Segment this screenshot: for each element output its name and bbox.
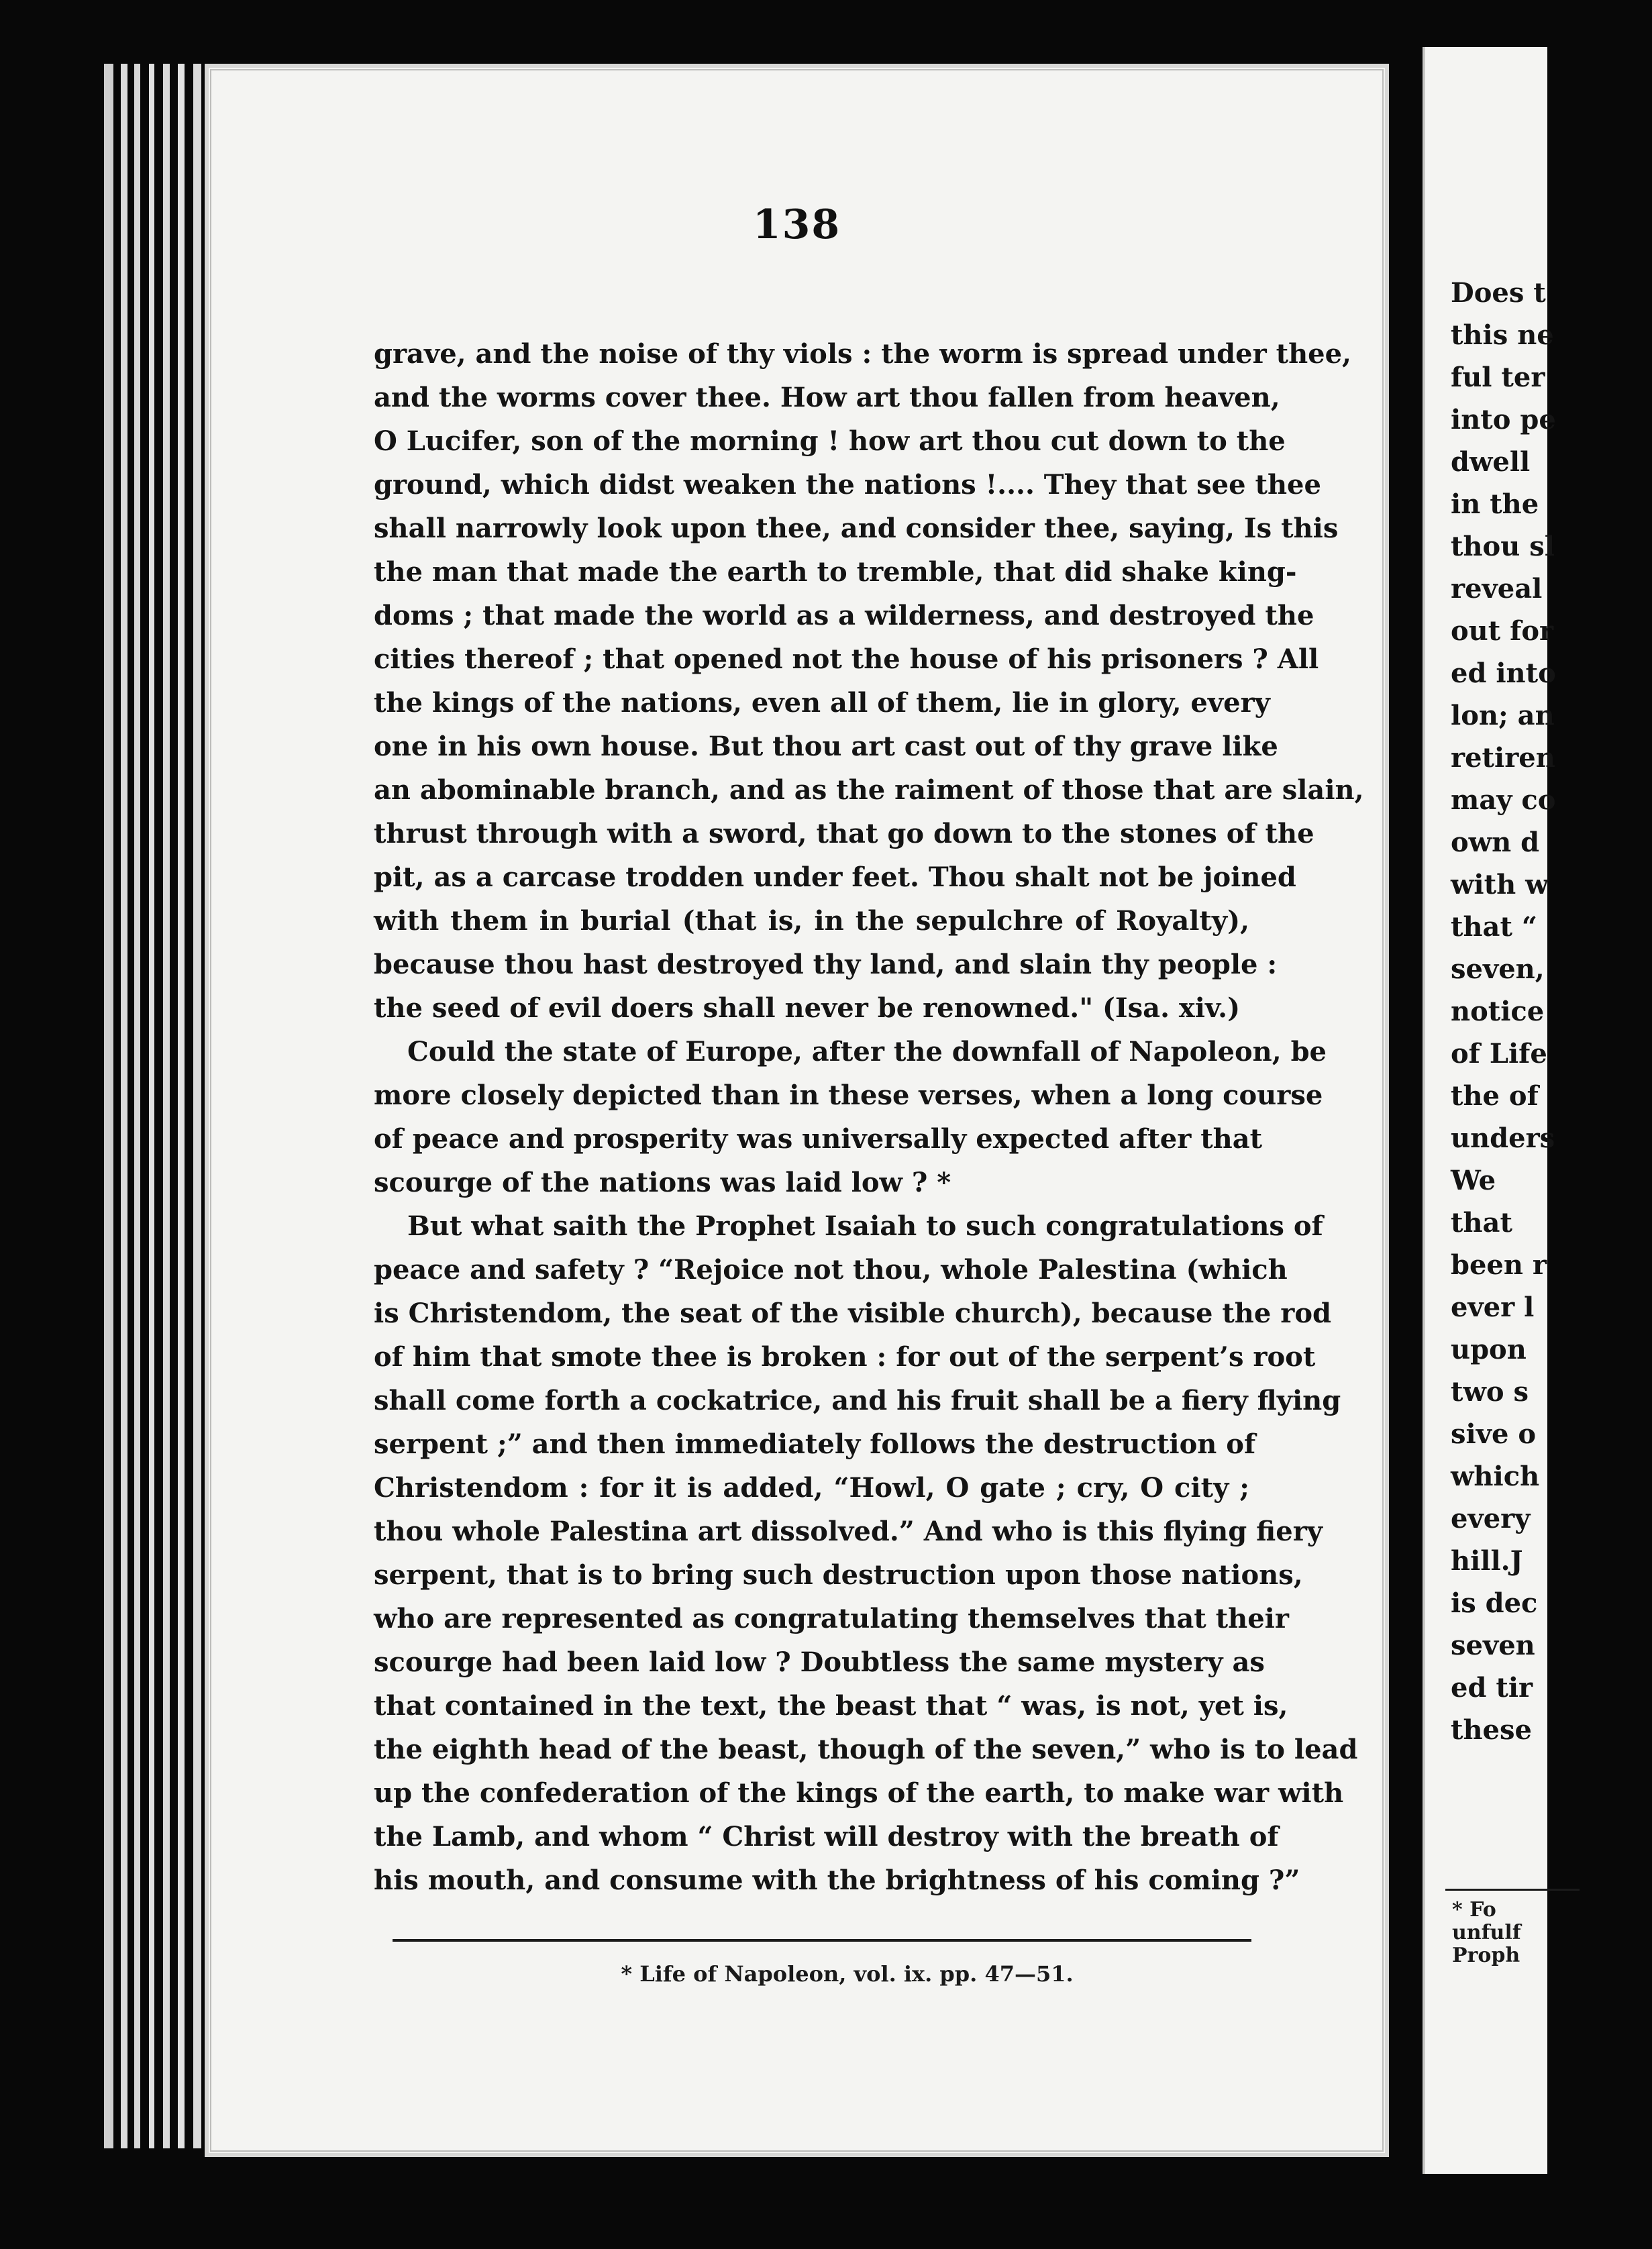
text-line: Does t — [1451, 277, 1546, 309]
footnote-line: Proph — [1452, 1944, 1520, 1967]
text-line: been r — [1451, 1249, 1547, 1281]
page-edge — [121, 64, 127, 2148]
text-line: this ne — [1451, 319, 1554, 351]
text-line: thou whole Palestina art dissolved.” And who is this flying fiery — [374, 1516, 1323, 1547]
text-line: seven, — [1451, 953, 1545, 985]
page-edge — [193, 64, 201, 2148]
text-line: with them in burial (that is, in the sepulchre of Royalty), — [374, 905, 1249, 937]
page-number: 138 — [752, 201, 841, 248]
text-line: the seed of evil doers shall never be renowned." (Isa. xiv.) — [374, 992, 1241, 1024]
text-line: that “ — [1451, 911, 1537, 943]
text-line: Christendom : for it is added, “Howl, O gate ; cry, O city ; — [374, 1472, 1249, 1504]
footnote: * Life of Napoleon, vol. ix. pp. 47—51. — [621, 1961, 1074, 1987]
text-line: ful ter — [1451, 362, 1545, 393]
text-line: retiren — [1451, 742, 1555, 774]
text-line: of him that smote thee is broken : for out of the serpent’s root — [374, 1341, 1316, 1373]
text-line: We — [1451, 1165, 1496, 1196]
text-line: the of — [1451, 1080, 1539, 1112]
footnote-line: * Fo — [1452, 1898, 1496, 1922]
text-line: lon; an — [1451, 700, 1555, 731]
right-page-footnote — [1452, 1899, 1521, 1967]
text-line: which — [1451, 1461, 1540, 1492]
footnote-rule — [1445, 1889, 1580, 1891]
text-line: shall narrowly look upon thee, and consider thee, saying, Is this — [374, 513, 1339, 544]
text-line: grave, and the noise of thy viols : the worm is spread under thee, — [374, 338, 1351, 370]
text-line: that — [1451, 1207, 1512, 1239]
text-line: the Lamb, and whom “ Christ will destroy with the breath of — [374, 1821, 1279, 1852]
text-line: Could the state of Europe, after the downfall of Napoleon, be — [407, 1036, 1327, 1067]
text-line: these — [1451, 1714, 1532, 1746]
page-edge — [134, 64, 140, 2148]
text-line: the eighth head of the beast, though of the seven,” who is to lead — [374, 1734, 1358, 1765]
text-line: with w — [1451, 869, 1549, 900]
text-line: own d — [1451, 827, 1540, 858]
page-edge — [163, 64, 170, 2148]
body-text — [374, 332, 1364, 1902]
text-line: is Christendom, the seat of the visible church), because the rod — [374, 1298, 1331, 1329]
text-line: because thou hast destroyed thy land, and slain thy people : — [374, 949, 1278, 980]
text-line: of Life — [1451, 1038, 1547, 1069]
text-line: who are represented as congratulating themselves that their — [374, 1603, 1289, 1634]
text-line: two s — [1451, 1376, 1529, 1408]
text-line: seven — [1451, 1630, 1535, 1661]
text-line: reveal — [1451, 573, 1543, 605]
text-line: his mouth, and consume with the brightness of his coming ?” — [374, 1865, 1300, 1896]
text-line: peace and safety ? “Rejoice not thou, whole Palestina (which — [374, 1254, 1288, 1286]
text-line: that contained in the text, the beast that “ was, is not, yet is, — [374, 1690, 1288, 1722]
text-line: cities thereof ; that opened not the house of his prisoners ? All — [374, 643, 1319, 675]
text-line: unders — [1451, 1122, 1555, 1154]
text-line: the kings of the nations, even all of them, lie in glory, every — [374, 687, 1270, 719]
footnote-rule — [393, 1939, 1251, 1942]
text-line: scourge of the nations was laid low ? * — [374, 1167, 951, 1198]
page-edge — [149, 64, 154, 2148]
left-page — [205, 64, 1389, 2157]
text-line: serpent ;” and then immediately follows the destruction of — [374, 1428, 1256, 1460]
text-line: ed into — [1451, 658, 1556, 689]
right-page-partial — [1423, 47, 1556, 2174]
page-edge — [104, 64, 113, 2148]
text-line: dwell — [1451, 446, 1531, 478]
text-line: into pe — [1451, 404, 1556, 435]
right-page-text — [1451, 272, 1652, 1751]
footnote-line: unfulf — [1452, 1921, 1521, 1944]
text-line: sive o — [1451, 1418, 1537, 1450]
text-line: shall come forth a cockatrice, and his fruit shall be a fiery flying — [374, 1385, 1341, 1416]
text-line: ground, which didst weaken the nations !.... They that see thee — [374, 469, 1321, 501]
text-line: notice — [1451, 996, 1545, 1027]
text-line: ever l — [1451, 1292, 1535, 1323]
text-line: of peace and prosperity was universally expected after that — [374, 1123, 1263, 1155]
text-line: an abominable branch, and as the raiment of those that are slain, — [374, 774, 1364, 806]
text-line: O Lucifer, son of the morning ! how art thou cut down to the — [374, 425, 1286, 457]
text-line: every — [1451, 1503, 1531, 1534]
text-line: hill.J — [1451, 1545, 1523, 1577]
text-line: thrust through with a sword, that go down to the stones of the — [374, 818, 1314, 849]
text-line: doms ; that made the world as a wilderness, and destroyed the — [374, 600, 1314, 631]
text-line: and the worms cover thee. How art thou fallen from heaven, — [374, 382, 1280, 413]
text-line: upon — [1451, 1334, 1527, 1365]
text-line: thou sl — [1451, 531, 1555, 562]
text-line: scourge had been laid low ? Doubtless the same mystery as — [374, 1646, 1265, 1678]
text-line: But what saith the Prophet Isaiah to such congratulations of — [407, 1210, 1323, 1242]
text-line: ed tir — [1451, 1672, 1533, 1704]
text-line: pit, as a carcase trodden under feet. Thou shalt not be joined — [374, 861, 1296, 893]
text-line: is dec — [1451, 1587, 1538, 1619]
text-line: up the confederation of the kings of the earth, to make war with — [374, 1777, 1344, 1809]
text-line: out for — [1451, 615, 1554, 647]
text-line: one in his own house. But thou art cast out of thy grave like — [374, 731, 1278, 762]
text-line: may co — [1451, 784, 1556, 816]
text-line: serpent, that is to bring such destruction upon those nations, — [374, 1559, 1303, 1591]
page-edge — [178, 64, 185, 2148]
text-line: the man that made the earth to tremble, that did shake king- — [374, 556, 1297, 588]
text-line: in the — [1451, 488, 1539, 520]
text-line: more closely depicted than in these verses, when a long course — [374, 1080, 1323, 1111]
